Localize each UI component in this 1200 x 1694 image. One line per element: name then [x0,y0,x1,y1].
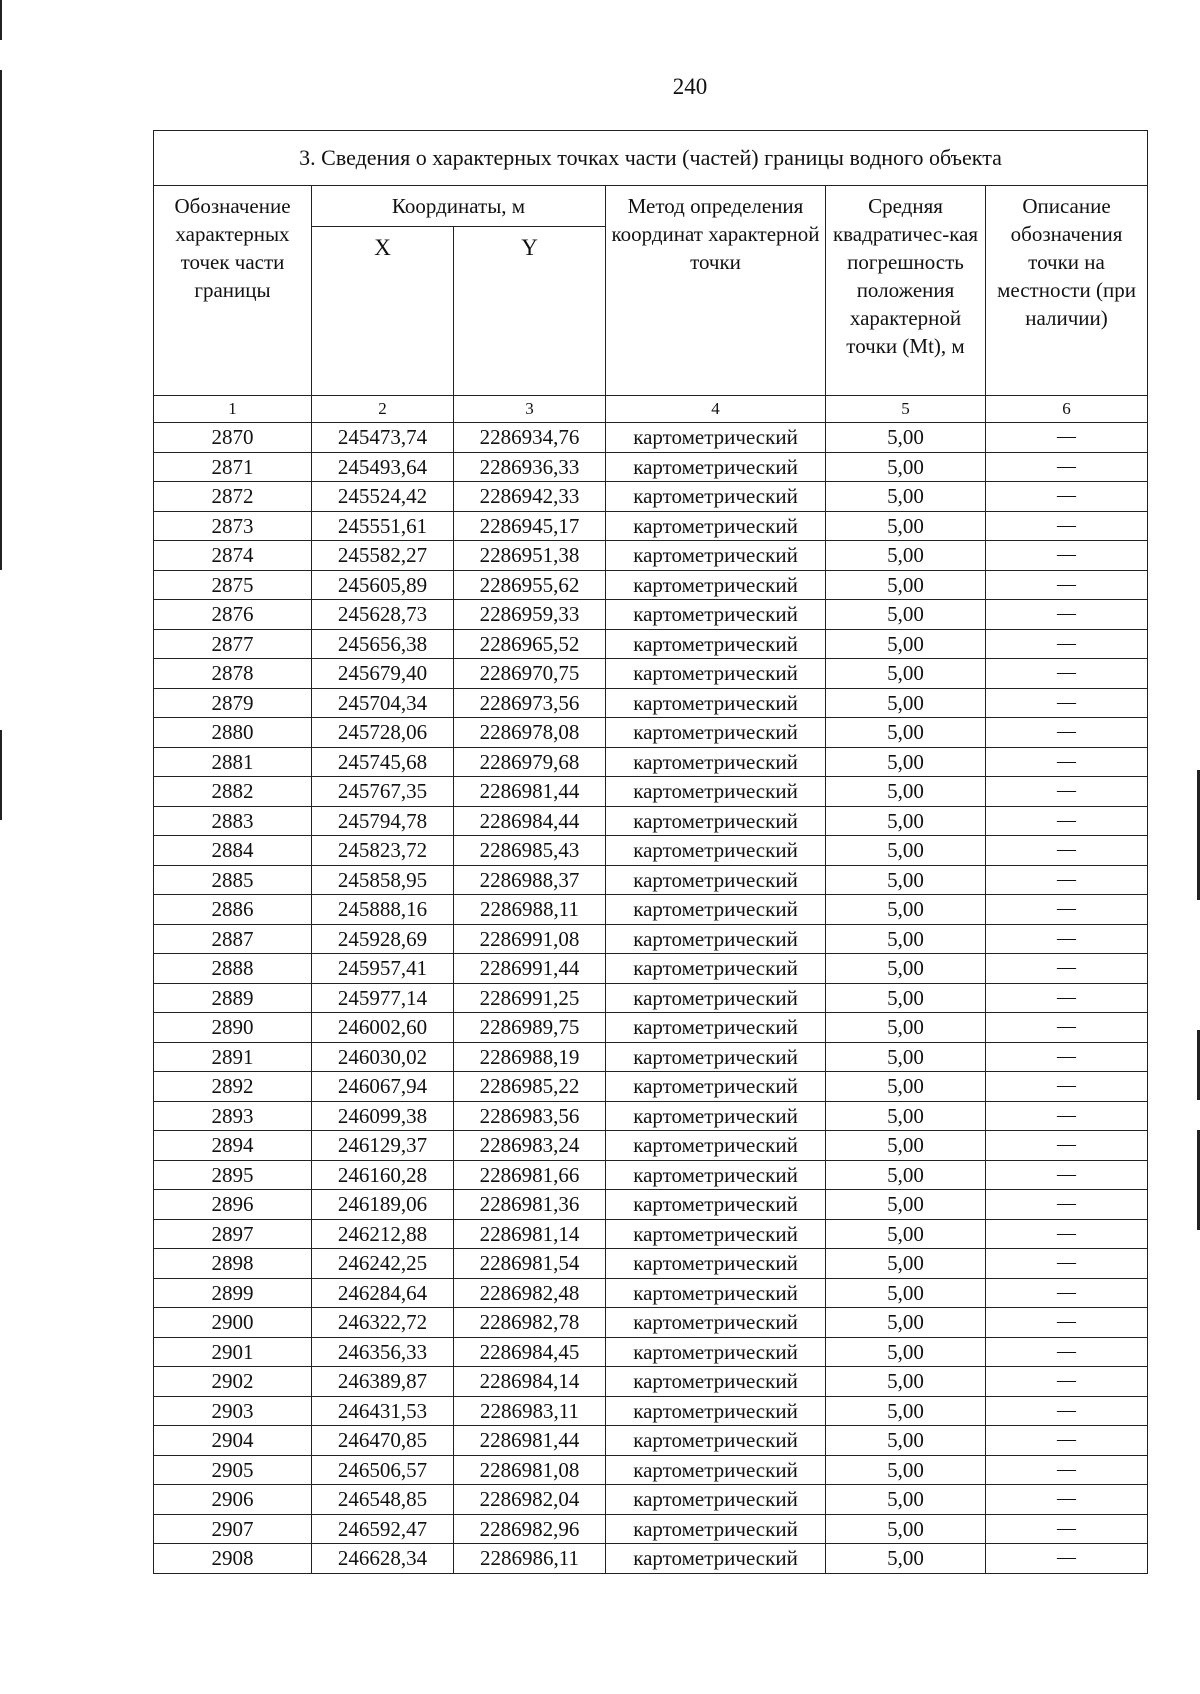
method-cell: картометрический [606,482,826,512]
error-cell: 5,00 [826,747,986,777]
point-id-cell: 2894 [154,1131,312,1161]
method-cell: картометрический [606,924,826,954]
header-y: Y [454,227,606,396]
error-cell: 5,00 [826,1514,986,1544]
point-id-cell: 2889 [154,983,312,1013]
table-row [154,806,1148,836]
method-cell: картометрический [606,1337,826,1367]
description-cell: — [986,747,1148,777]
characteristic-points-table [153,130,1148,1574]
description-cell: — [986,1308,1148,1338]
point-id-cell: 2900 [154,1308,312,1338]
method-cell: картометрический [606,423,826,453]
y-coordinate-cell: 2286942,33 [454,482,606,512]
y-coordinate-cell: 2286983,24 [454,1131,606,1161]
x-coordinate-cell: 245858,95 [312,865,454,895]
method-cell: картометрический [606,1514,826,1544]
x-coordinate-cell: 245728,06 [312,718,454,748]
x-coordinate-cell: 246067,94 [312,1072,454,1102]
point-id-cell: 2874 [154,541,312,571]
table-row [154,511,1148,541]
point-id-cell: 2875 [154,570,312,600]
table-row [154,688,1148,718]
method-cell: картометрический [606,570,826,600]
method-cell: картометрический [606,718,826,748]
y-coordinate-cell: 2286981,36 [454,1190,606,1220]
method-cell: картометрический [606,1308,826,1338]
method-cell: картометрический [606,1485,826,1515]
x-coordinate-cell: 245957,41 [312,954,454,984]
description-cell: — [986,452,1148,482]
header-description: Описание обозначения точки на местности (при наличии) [986,186,1148,396]
error-cell: 5,00 [826,1101,986,1131]
table-row [154,718,1148,748]
x-coordinate-cell: 246212,88 [312,1219,454,1249]
y-coordinate-cell: 2286959,33 [454,600,606,630]
description-cell: — [986,600,1148,630]
error-cell: 5,00 [826,1190,986,1220]
method-cell: картометрический [606,511,826,541]
description-cell: — [986,1485,1148,1515]
table-row [154,482,1148,512]
description-cell: — [986,718,1148,748]
table-row [154,836,1148,866]
header-x: X [312,227,454,396]
error-cell: 5,00 [826,1485,986,1515]
point-id-cell: 2892 [154,1072,312,1102]
y-coordinate-cell: 2286988,37 [454,865,606,895]
table-row [154,423,1148,453]
header-coordinates: Координаты, м [312,186,606,227]
x-coordinate-cell: 245551,61 [312,511,454,541]
method-cell: картометрический [606,600,826,630]
y-coordinate-cell: 2286981,44 [454,1426,606,1456]
method-cell: картометрический [606,1455,826,1485]
y-coordinate-cell: 2286985,22 [454,1072,606,1102]
column-number-row [154,396,1148,423]
error-cell: 5,00 [826,1544,986,1574]
point-id-cell: 2904 [154,1426,312,1456]
description-cell: — [986,629,1148,659]
x-coordinate-cell: 245524,42 [312,482,454,512]
y-coordinate-cell: 2286982,04 [454,1485,606,1515]
table-row [154,659,1148,689]
y-coordinate-cell: 2286982,96 [454,1514,606,1544]
column-number: 1 [154,396,312,423]
method-cell: картометрический [606,452,826,482]
x-coordinate-cell: 245745,68 [312,747,454,777]
y-coordinate-cell: 2286989,75 [454,1013,606,1043]
x-coordinate-cell: 246030,02 [312,1042,454,1072]
error-cell: 5,00 [826,1278,986,1308]
description-cell: — [986,983,1148,1013]
description-cell: — [986,777,1148,807]
x-coordinate-cell: 246242,25 [312,1249,454,1279]
table-row [154,1426,1148,1456]
y-coordinate-cell: 2286934,76 [454,423,606,453]
error-cell: 5,00 [826,1013,986,1043]
table-row [154,541,1148,571]
method-cell: картометрический [606,895,826,925]
point-id-cell: 2879 [154,688,312,718]
column-number: 3 [454,396,606,423]
method-cell: картометрический [606,806,826,836]
description-cell: — [986,541,1148,571]
error-cell: 5,00 [826,806,986,836]
description-cell: — [986,1072,1148,1102]
description-cell: — [986,1337,1148,1367]
method-cell: картометрический [606,954,826,984]
y-coordinate-cell: 2286991,08 [454,924,606,954]
y-coordinate-cell: 2286979,68 [454,747,606,777]
y-coordinate-cell: 2286981,08 [454,1455,606,1485]
x-coordinate-cell: 245794,78 [312,806,454,836]
table-row [154,1013,1148,1043]
point-id-cell: 2878 [154,659,312,689]
point-id-cell: 2901 [154,1337,312,1367]
x-coordinate-cell: 245977,14 [312,983,454,1013]
point-id-cell: 2886 [154,895,312,925]
error-cell: 5,00 [826,954,986,984]
error-cell: 5,00 [826,511,986,541]
description-cell: — [986,865,1148,895]
point-id-cell: 2880 [154,718,312,748]
y-coordinate-cell: 2286951,38 [454,541,606,571]
x-coordinate-cell: 246506,57 [312,1455,454,1485]
point-id-cell: 2903 [154,1396,312,1426]
x-coordinate-cell: 245767,35 [312,777,454,807]
description-cell: — [986,1426,1148,1456]
x-coordinate-cell: 246356,33 [312,1337,454,1367]
error-cell: 5,00 [826,1396,986,1426]
y-coordinate-cell: 2286945,17 [454,511,606,541]
y-coordinate-cell: 2286985,43 [454,836,606,866]
point-id-cell: 2885 [154,865,312,895]
method-cell: картометрический [606,1367,826,1397]
y-coordinate-cell: 2286983,11 [454,1396,606,1426]
method-cell: картометрический [606,541,826,571]
x-coordinate-cell: 246189,06 [312,1190,454,1220]
table-row [154,629,1148,659]
table-row [154,1219,1148,1249]
error-cell: 5,00 [826,1131,986,1161]
error-cell: 5,00 [826,895,986,925]
point-id-cell: 2884 [154,836,312,866]
description-cell: — [986,924,1148,954]
method-cell: картометрический [606,1072,826,1102]
point-id-cell: 2881 [154,747,312,777]
y-coordinate-cell: 2286991,25 [454,983,606,1013]
error-cell: 5,00 [826,836,986,866]
description-cell: — [986,482,1148,512]
x-coordinate-cell: 245628,73 [312,600,454,630]
method-cell: картометрический [606,1396,826,1426]
point-id-cell: 2905 [154,1455,312,1485]
y-coordinate-cell: 2286984,14 [454,1367,606,1397]
y-coordinate-cell: 2286981,54 [454,1249,606,1279]
table-row [154,1485,1148,1515]
y-coordinate-cell: 2286981,44 [454,777,606,807]
method-cell: картометрический [606,1160,826,1190]
method-cell: картометрический [606,1219,826,1249]
y-coordinate-cell: 2286984,44 [454,806,606,836]
point-id-cell: 2907 [154,1514,312,1544]
error-cell: 5,00 [826,1455,986,1485]
table-row [154,1249,1148,1279]
x-coordinate-cell: 246389,87 [312,1367,454,1397]
method-cell: картометрический [606,1190,826,1220]
header-error: Средняя квадратичес-кая погрешность положения характерной точки (Mt), м [826,186,986,396]
point-id-cell: 2876 [154,600,312,630]
error-cell: 5,00 [826,570,986,600]
error-cell: 5,00 [826,718,986,748]
table-row [154,1131,1148,1161]
scan-edge-mark [0,0,2,40]
description-cell: — [986,806,1148,836]
description-cell: — [986,1101,1148,1131]
scan-edge-mark [0,730,2,820]
table-title: 3. Сведения о характерных точках части (частей) границы водного объекта [154,131,1148,186]
y-coordinate-cell: 2286981,66 [454,1160,606,1190]
point-id-cell: 2882 [154,777,312,807]
header-method: Метод определения координат характерной точки [606,186,826,396]
x-coordinate-cell: 246002,60 [312,1013,454,1043]
error-cell: 5,00 [826,1219,986,1249]
method-cell: картометрический [606,1544,826,1574]
x-coordinate-cell: 246470,85 [312,1426,454,1456]
method-cell: картометрический [606,747,826,777]
x-coordinate-cell: 245928,69 [312,924,454,954]
method-cell: картометрический [606,1131,826,1161]
error-cell: 5,00 [826,452,986,482]
y-coordinate-cell: 2286991,44 [454,954,606,984]
table-row [154,1042,1148,1072]
table-row [154,1190,1148,1220]
table-row [154,1072,1148,1102]
method-cell: картометрический [606,1101,826,1131]
error-cell: 5,00 [826,777,986,807]
table-row [154,600,1148,630]
table-row [154,1308,1148,1338]
y-coordinate-cell: 2286936,33 [454,452,606,482]
method-cell: картометрический [606,1278,826,1308]
scan-edge-mark [0,70,2,570]
error-cell: 5,00 [826,541,986,571]
description-cell: — [986,1219,1148,1249]
error-cell: 5,00 [826,688,986,718]
x-coordinate-cell: 246099,38 [312,1101,454,1131]
point-id-cell: 2893 [154,1101,312,1131]
x-coordinate-cell: 245656,38 [312,629,454,659]
point-id-cell: 2873 [154,511,312,541]
x-coordinate-cell: 245888,16 [312,895,454,925]
description-cell: — [986,570,1148,600]
method-cell: картометрический [606,865,826,895]
table-row [154,1455,1148,1485]
point-id-cell: 2897 [154,1219,312,1249]
table-row [154,865,1148,895]
table-row [154,924,1148,954]
error-cell: 5,00 [826,924,986,954]
error-cell: 5,00 [826,865,986,895]
y-coordinate-cell: 2286982,48 [454,1278,606,1308]
point-id-cell: 2908 [154,1544,312,1574]
error-cell: 5,00 [826,659,986,689]
x-coordinate-cell: 245473,74 [312,423,454,453]
method-cell: картометрический [606,688,826,718]
y-coordinate-cell: 2286986,11 [454,1544,606,1574]
description-cell: — [986,1455,1148,1485]
description-cell: — [986,659,1148,689]
table-row [154,1367,1148,1397]
column-number: 6 [986,396,1148,423]
error-cell: 5,00 [826,1160,986,1190]
description-cell: — [986,1514,1148,1544]
method-cell: картометрический [606,659,826,689]
description-cell: — [986,1367,1148,1397]
description-cell: — [986,1249,1148,1279]
error-cell: 5,00 [826,423,986,453]
description-cell: — [986,423,1148,453]
point-id-cell: 2899 [154,1278,312,1308]
method-cell: картометрический [606,836,826,866]
table-row [154,1396,1148,1426]
error-cell: 5,00 [826,600,986,630]
error-cell: 5,00 [826,983,986,1013]
description-cell: — [986,1160,1148,1190]
table-row [154,1278,1148,1308]
method-cell: картометрический [606,777,826,807]
error-cell: 5,00 [826,1249,986,1279]
table-row [154,747,1148,777]
y-coordinate-cell: 2286955,62 [454,570,606,600]
x-coordinate-cell: 246322,72 [312,1308,454,1338]
table-row [154,1544,1148,1574]
point-id-cell: 2895 [154,1160,312,1190]
point-id-cell: 2890 [154,1013,312,1043]
point-id-cell: 2871 [154,452,312,482]
x-coordinate-cell: 246431,53 [312,1396,454,1426]
column-number: 4 [606,396,826,423]
x-coordinate-cell: 246548,85 [312,1485,454,1515]
x-coordinate-cell: 245823,72 [312,836,454,866]
x-coordinate-cell: 246284,64 [312,1278,454,1308]
table-row [154,1101,1148,1131]
table-row [154,895,1148,925]
point-id-cell: 2872 [154,482,312,512]
error-cell: 5,00 [826,1042,986,1072]
column-number: 2 [312,396,454,423]
description-cell: — [986,1396,1148,1426]
point-id-cell: 2902 [154,1367,312,1397]
method-cell: картометрический [606,1042,826,1072]
error-cell: 5,00 [826,1426,986,1456]
table-row [154,1337,1148,1367]
table-row [154,452,1148,482]
y-coordinate-cell: 2286984,45 [454,1337,606,1367]
error-cell: 5,00 [826,1367,986,1397]
point-id-cell: 2896 [154,1190,312,1220]
y-coordinate-cell: 2286983,56 [454,1101,606,1131]
y-coordinate-cell: 2286988,19 [454,1042,606,1072]
description-cell: — [986,1278,1148,1308]
method-cell: картометрический [606,1013,826,1043]
table-row [154,954,1148,984]
y-coordinate-cell: 2286973,56 [454,688,606,718]
description-cell: — [986,1042,1148,1072]
description-cell: — [986,1131,1148,1161]
error-cell: 5,00 [826,629,986,659]
method-cell: картометрический [606,629,826,659]
table-row [154,983,1148,1013]
point-id-cell: 2891 [154,1042,312,1072]
page-number: 240 [672,74,708,99]
header-designation: Обозначение характерных точек части границы [154,186,312,396]
error-cell: 5,00 [826,1337,986,1367]
x-coordinate-cell: 245704,34 [312,688,454,718]
table-row [154,777,1148,807]
table-row [154,1160,1148,1190]
description-cell: — [986,1544,1148,1574]
point-id-cell: 2877 [154,629,312,659]
x-coordinate-cell: 245679,40 [312,659,454,689]
y-coordinate-cell: 2286978,08 [454,718,606,748]
description-cell: — [986,1190,1148,1220]
x-coordinate-cell: 246592,47 [312,1514,454,1544]
description-cell: — [986,688,1148,718]
method-cell: картометрический [606,1249,826,1279]
point-id-cell: 2887 [154,924,312,954]
y-coordinate-cell: 2286988,11 [454,895,606,925]
y-coordinate-cell: 2286981,14 [454,1219,606,1249]
point-id-cell: 2888 [154,954,312,984]
y-coordinate-cell: 2286965,52 [454,629,606,659]
x-coordinate-cell: 245582,27 [312,541,454,571]
y-coordinate-cell: 2286982,78 [454,1308,606,1338]
x-coordinate-cell: 246628,34 [312,1544,454,1574]
x-coordinate-cell: 245605,89 [312,570,454,600]
x-coordinate-cell: 245493,64 [312,452,454,482]
point-id-cell: 2883 [154,806,312,836]
table-row [154,570,1148,600]
error-cell: 5,00 [826,482,986,512]
x-coordinate-cell: 246129,37 [312,1131,454,1161]
description-cell: — [986,1013,1148,1043]
method-cell: картометрический [606,983,826,1013]
point-id-cell: 2898 [154,1249,312,1279]
description-cell: — [986,511,1148,541]
description-cell: — [986,895,1148,925]
method-cell: картометрический [606,1426,826,1456]
x-coordinate-cell: 246160,28 [312,1160,454,1190]
table-row [154,1514,1148,1544]
point-id-cell: 2870 [154,423,312,453]
error-cell: 5,00 [826,1308,986,1338]
point-id-cell: 2906 [154,1485,312,1515]
column-number: 5 [826,396,986,423]
y-coordinate-cell: 2286970,75 [454,659,606,689]
error-cell: 5,00 [826,1072,986,1102]
description-cell: — [986,954,1148,984]
description-cell: — [986,836,1148,866]
